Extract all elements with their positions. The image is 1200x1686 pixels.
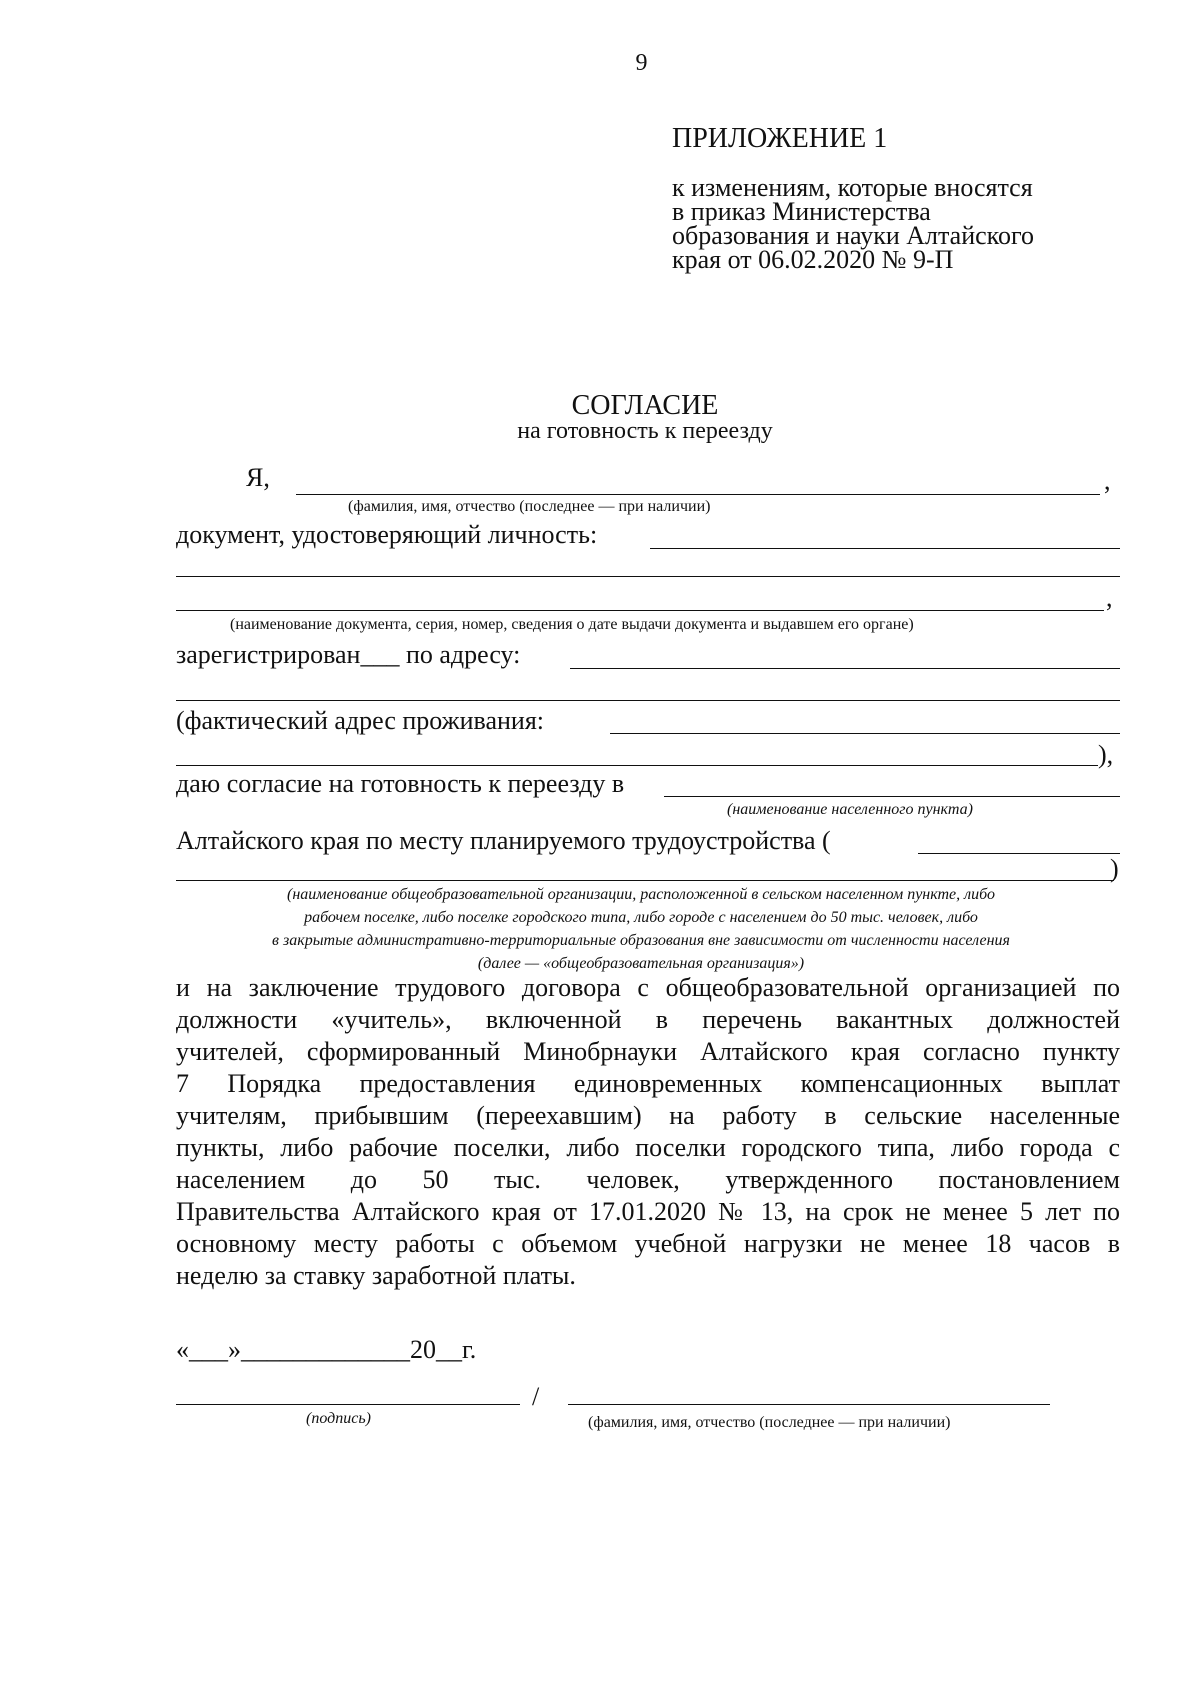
paragraph-line: неделю за ставку заработной платы. [176, 1261, 576, 1290]
appendix-reference-line: образования и науки Алтайского [672, 221, 1034, 250]
id-document-field-line-3[interactable] [176, 610, 1104, 611]
organization-field-line-2[interactable] [176, 880, 1114, 881]
region-label: Алтайского края по месту планируемого трудоустройства ( [176, 826, 831, 855]
organization-caption-line: (далее — «общеобразовательная организация») [477, 955, 805, 972]
signature-slash: / [532, 1382, 540, 1411]
close-paren: ) [1110, 854, 1119, 883]
appendix-title: ПРИЛОЖЕНИЕ 1 [672, 123, 888, 154]
actual-address-field-line[interactable] [610, 733, 1120, 734]
id-document-field-line[interactable] [650, 548, 1120, 549]
settlement-caption: (наименование населенного пункта) [727, 801, 973, 818]
document-subtitle: на готовность к переезду [517, 418, 773, 444]
paragraph-line: учителей, сформированный Минобрнауки Алтайского края согласно пункту [176, 1037, 1120, 1066]
paragraph-line: пункты, либо рабочие поселки, либо поселки городского типа, либо города с [176, 1133, 1120, 1162]
appendix-reference-line: к изменениям, которые вносятся [672, 173, 1033, 202]
organization-caption-line: (наименование общеобразовательной организации, расположенной в сельском населенном пункте, либо [287, 886, 995, 903]
page-number: 9 [635, 50, 648, 76]
actual-address-label: (фактический адрес проживания: [176, 706, 544, 735]
appendix-reference-line: края от 06.02.2020 № 9-П [672, 245, 954, 274]
comma: , [1106, 583, 1113, 612]
registered-address-label: зарегистрирован___ по адресу: [176, 640, 521, 669]
paragraph-line: основному месту работы с объемом учебной нагрузки не менее 18 часов в [176, 1229, 1120, 1258]
close-paren-comma: ), [1098, 740, 1114, 769]
settlement-field-line[interactable] [664, 796, 1120, 797]
id-document-caption: (наименование документа, серия, номер, сведения о дате выдачи документа и выдавшем его органе) [230, 616, 914, 633]
fio-caption: (фамилия, имя, отчество (последнее — при наличии) [348, 498, 711, 515]
actual-address-field-line-2[interactable] [176, 765, 1098, 766]
organization-field-line[interactable] [918, 853, 1120, 854]
organization-caption-line: в закрытые административно-территориальные образования вне зависимости от численности населения [272, 932, 1010, 949]
date-line[interactable]: «___»_____________20__г. [176, 1335, 477, 1364]
signature-fio-caption: (фамилия, имя, отчество (последнее — при наличии) [588, 1414, 951, 1431]
appendix-reference-line: в приказ Министерства [672, 197, 931, 226]
paragraph-line: и на заключение трудового договора с общеобразовательной организацией по [176, 973, 1120, 1002]
fio-field-line[interactable] [296, 494, 1100, 495]
comma: , [1104, 466, 1111, 495]
signature-fio-field-line[interactable] [568, 1404, 1050, 1405]
signature-caption: (подпись) [306, 1410, 371, 1427]
registered-address-field-line-2[interactable] [176, 700, 1120, 701]
signature-field-line[interactable] [176, 1404, 520, 1405]
organization-caption-line: рабочем поселке, либо поселке городского типа, либо городе с населением до 50 тыс. человек, либо [304, 909, 978, 926]
consent-label: даю согласие на готовность к переезду в [176, 769, 625, 798]
consent-paragraph [176, 972, 1120, 1292]
document-title: СОГЛАСИЕ [571, 390, 719, 421]
registered-address-field-line[interactable] [570, 668, 1120, 669]
appendix-reference [672, 173, 1132, 274]
ya-label: Я, [246, 463, 270, 492]
paragraph-line: Правительства Алтайского края от 17.01.2020 № 13, на срок не менее 5 лет по [176, 1197, 1120, 1226]
paragraph-line: 7 Порядка предоставления единовременных компенсационных выплат [176, 1069, 1120, 1098]
paragraph-line: должности «учитель», включенной в перечень вакантных должностей [176, 1005, 1120, 1034]
paragraph-line: населением до 50 тыс. человек, утвержденного постановлением [176, 1165, 1120, 1194]
id-document-label: документ, удостоверяющий личность: [176, 520, 598, 549]
paragraph-line: учителям, прибывшим (переехавшим) на работу в сельские населенные [176, 1101, 1120, 1130]
id-document-field-line-2[interactable] [176, 576, 1120, 577]
